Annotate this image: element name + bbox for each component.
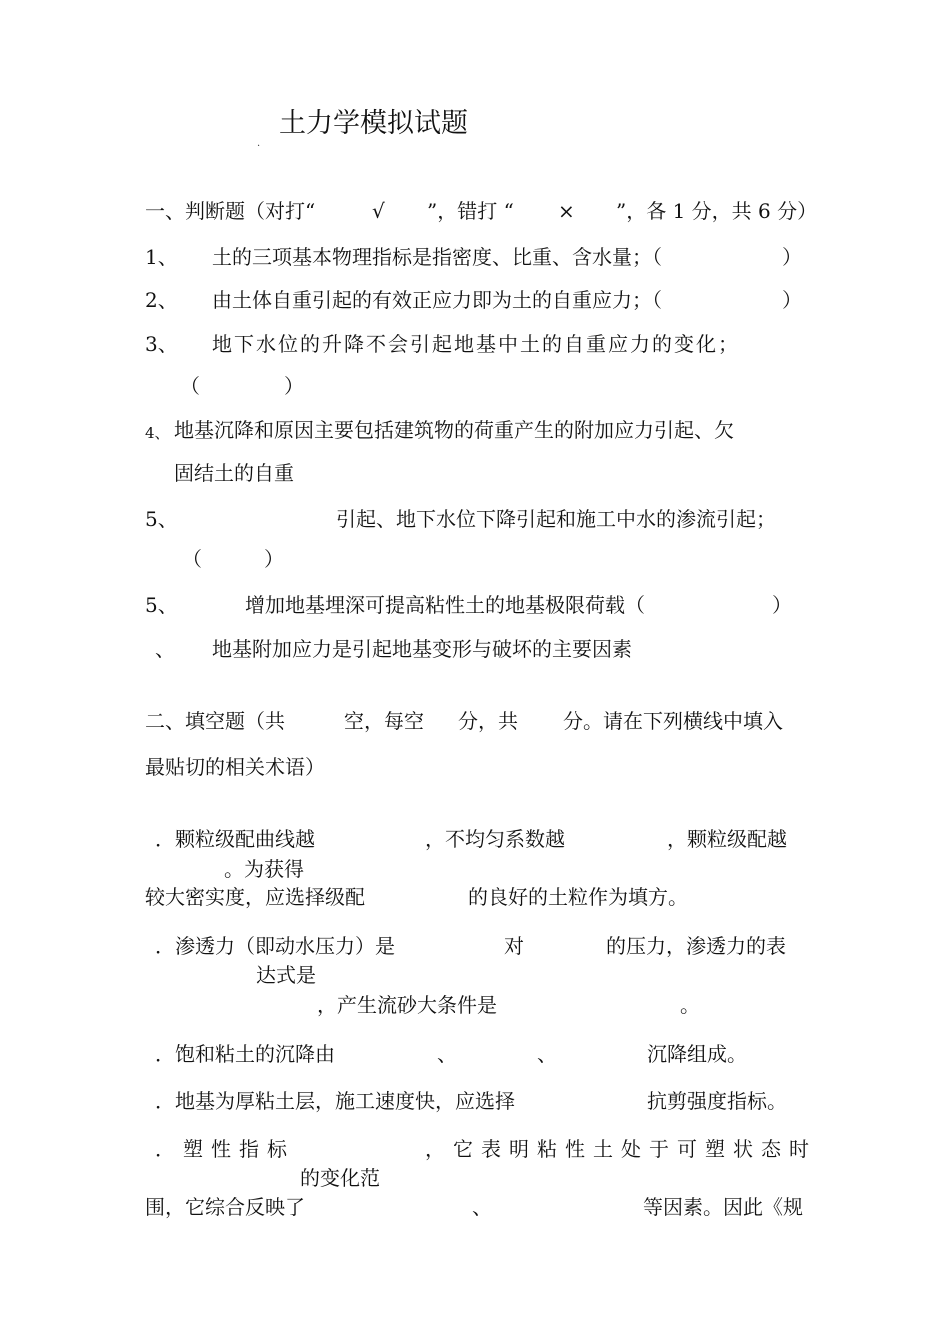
- item-number: 3、: [145, 332, 178, 356]
- section2-heading-line2: 最贴切的相关术语）: [145, 755, 325, 779]
- section1-heading-mid: ”，错打 “: [427, 199, 514, 223]
- item-paren-close: ）: [772, 593, 792, 617]
- fill-question: 等因素。因此《规: [643, 1195, 803, 1219]
- fill-question: ．颗粒级配曲线越: [155, 827, 315, 851]
- fill-question: 、: [437, 1042, 457, 1066]
- item-number: 4、: [145, 424, 170, 442]
- fill-question: ．塑性指标: [155, 1137, 295, 1161]
- fill-question: ，它表明粘性土处于可塑状态时: [425, 1137, 817, 1161]
- section2-heading: 空，每空: [344, 709, 424, 733]
- item-paren-close: ）: [782, 288, 802, 312]
- fill-question: 、: [537, 1042, 557, 1066]
- fill-question: 。: [680, 993, 700, 1017]
- section2-heading: 分，共: [458, 709, 518, 733]
- section1-heading: 一、判断题（对打“: [145, 199, 316, 223]
- fill-question: 的压力，渗透力的表: [606, 934, 786, 958]
- fill-question: ，颗粒级配越: [667, 827, 787, 851]
- cross-mark: ×: [558, 199, 575, 223]
- fill-question: 。为获得: [224, 857, 304, 881]
- item-number: 5、: [145, 593, 178, 617]
- item-text: 地基附加应力是引起地基变形与破坏的主要因素: [212, 637, 632, 661]
- fill-question: 沉降组成。: [647, 1042, 747, 1066]
- item-number: 5、: [145, 507, 178, 531]
- fill-question: 的良好的土粒作为填方。: [468, 885, 688, 909]
- item-text: 地下水位的升降不会引起地基中土的自重应力的变化；: [212, 332, 740, 356]
- fill-question: 围，它综合反映了: [145, 1195, 305, 1219]
- item-paren-close: ）: [782, 245, 802, 269]
- section2-heading: 二、填空题（共: [145, 709, 285, 733]
- section2-heading: 分。请在下列横线中填入: [563, 709, 783, 733]
- item-number: 2、: [145, 288, 178, 312]
- item-paren-open: （: [180, 374, 200, 398]
- fill-question: 抗剪强度指标。: [647, 1089, 787, 1113]
- item-text: 地基沉降和原因主要包括建筑物的荷重产生的附加应力引起、欠: [174, 418, 734, 442]
- fill-question: 较大密实度，应选择级配: [145, 885, 365, 909]
- item-text-cont: 固结土的自重: [174, 461, 294, 485]
- item-number: 1、: [145, 245, 178, 269]
- item-number: 、: [155, 637, 175, 661]
- item-text: 土的三项基本物理指标是指密度、比重、含水量；（: [212, 245, 662, 269]
- page-title: 土力学模拟试题: [279, 108, 468, 139]
- section1-heading-end: ”，各 1 分，共 6 分）: [616, 199, 818, 223]
- item-text: 增加地基埋深可提高粘性土的地基极限荷载（: [245, 593, 645, 617]
- item-paren-open: （: [182, 547, 202, 571]
- stray-mark: ·: [257, 141, 261, 152]
- fill-question: 的变化范: [300, 1166, 380, 1190]
- fill-question: ．饱和粘土的沉降由: [155, 1042, 335, 1066]
- fill-question: ，产生流砂大条件是: [317, 993, 497, 1017]
- fill-question: 对: [504, 934, 524, 958]
- fill-question: ，不均匀系数越: [425, 827, 565, 851]
- fill-question: ．地基为厚粘土层，施工速度快，应选择: [155, 1089, 515, 1113]
- item-paren-close: ）: [264, 547, 284, 571]
- fill-question: ．渗透力（即动水压力）是: [155, 934, 395, 958]
- check-mark: √: [372, 199, 385, 223]
- item-text: 引起、地下水位下降引起和施工中水的渗流引起；: [336, 507, 776, 531]
- fill-question: 、: [472, 1195, 492, 1219]
- item-text: 由土体自重引起的有效正应力即为土的自重应力；（: [212, 288, 662, 312]
- item-paren-close: ）: [284, 374, 304, 398]
- fill-question: 达式是: [256, 963, 316, 987]
